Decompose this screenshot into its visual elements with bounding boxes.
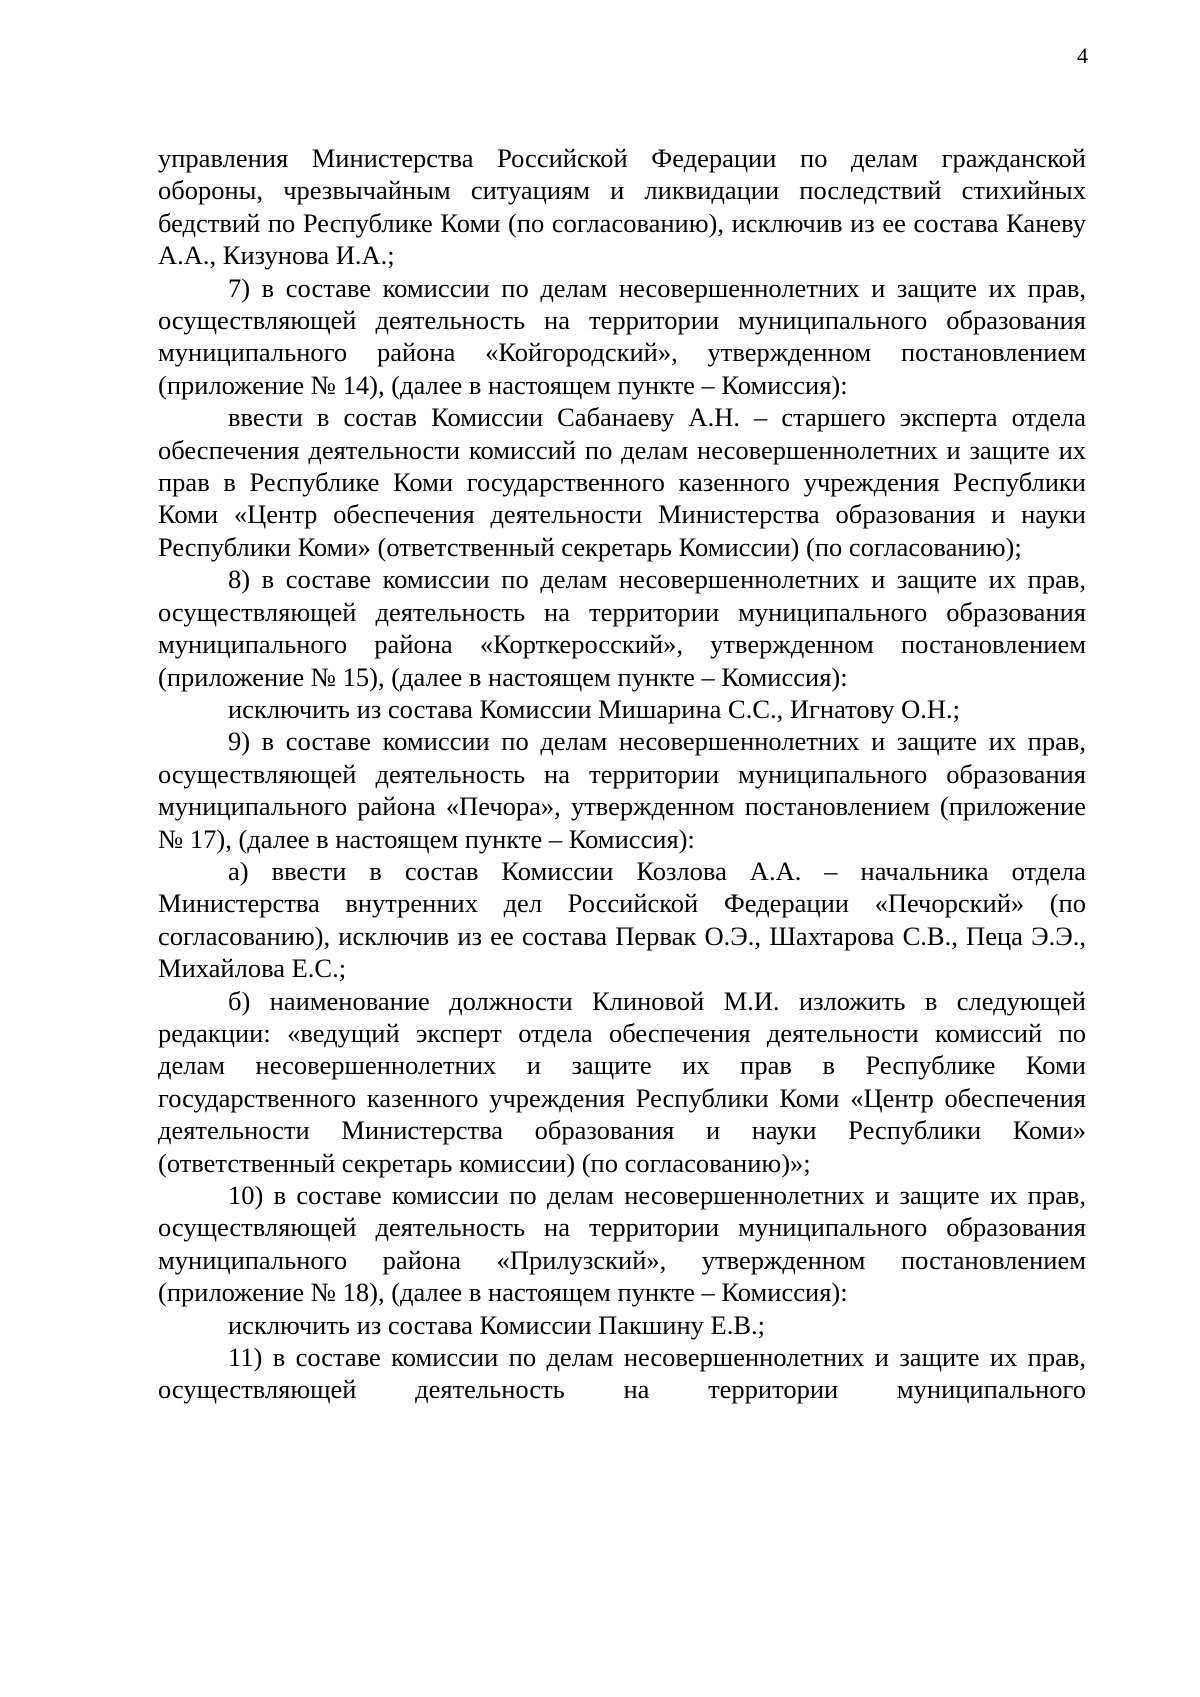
- paragraph-item-11: 11) в составе комиссии по делам несовершеннолетних и защите их прав, осуществляющей деятельность на территории муниципального: [158, 1342, 1086, 1405]
- paragraph-continuation: управления Министерства Российской Федерации по делам гражданской обороны, чрезвычайным ситуациям и ликвидации последствий стихийных бедствий по Республике Коми (по согласованию), исключив из ее состава Каневу А.А., Кизунова И.А.;: [158, 143, 1086, 271]
- paragraph-item-9-a: а) ввести в состав Комиссии Козлова А.А. – начальника отдела Министерства внутренних дел Российской Федерации «Печорский» (по согласованию), исключив из ее состава Первак О.Э., Шахтарова С.В., Пеца Э.Э., Михайлова Е.С.;: [158, 855, 1086, 984]
- paragraph-item-8: 8) в составе комиссии по делам несовершеннолетних и защите их прав, осуществляющей деятельность на территории муниципального образования муниципального района «Корткеросский», утвержденном постановлением (приложение № 15), (далее в настоящем пункте – Комиссия):: [158, 564, 1086, 692]
- paragraph-item-9: 9) в составе комиссии по делам несовершеннолетних и защите их прав, осуществляющей деятельность на территории муниципального образования муниципального района «Печора», утвержденном постановлением (приложение № 17), (далее в настоящем пункте – Комиссия):: [158, 726, 1086, 854]
- paragraph-item-8-action: исключить из состава Комиссии Мишарина С.С., Игнатову О.Н.;: [228, 693, 960, 724]
- paragraph-item-9-b: б) наименование должности Клиновой М.И. изложить в следующей редакции: «ведущий эксперт отдела обеспечения деятельности комиссий по делам несовершеннолетних и защите их прав в Республике Коми государственного казенного учреждения Республики Коми «Центр обеспечения деятельности Министерства образования и науки Республики Коми» (ответственный секретарь комиссии) (по согласованию)»;: [158, 985, 1086, 1178]
- paragraph-item-7: 7) в составе комиссии по делам несовершеннолетних и защите их прав, осуществляющей деятельность на территории муниципального образования муниципального района «Койгородский», утвержденном постановлением (приложение № 14), (далее в настоящем пункте – Комиссия):: [158, 272, 1086, 400]
- paragraph-item-7-action: ввести в состав Комиссии Сабанаеву А.Н. – старшего эксперта отдела обеспечения деятельности комиссий по делам несовершеннолетних и защите их прав в Республике Коми государственного казенного учреждения Республики Коми «Центр обеспечения деятельности Министерства образования и науки Республики Коми» (ответственный секретарь Комиссии) (по согласованию);: [158, 402, 1086, 562]
- paragraph-item-10-action: исключить из состава Комиссии Пакшину Е.В.;: [228, 1309, 766, 1340]
- document-body: [158, 142, 1086, 1406]
- page-number: 4: [1077, 43, 1088, 68]
- paragraph-item-10: 10) в составе комиссии по делам несовершеннолетних и защите их прав, осуществляющей деятельность на территории муниципального образования муниципального района «Прилузский», утвержденном постановлением (приложение № 18), (далее в настоящем пункте – Комиссия):: [158, 1180, 1086, 1308]
